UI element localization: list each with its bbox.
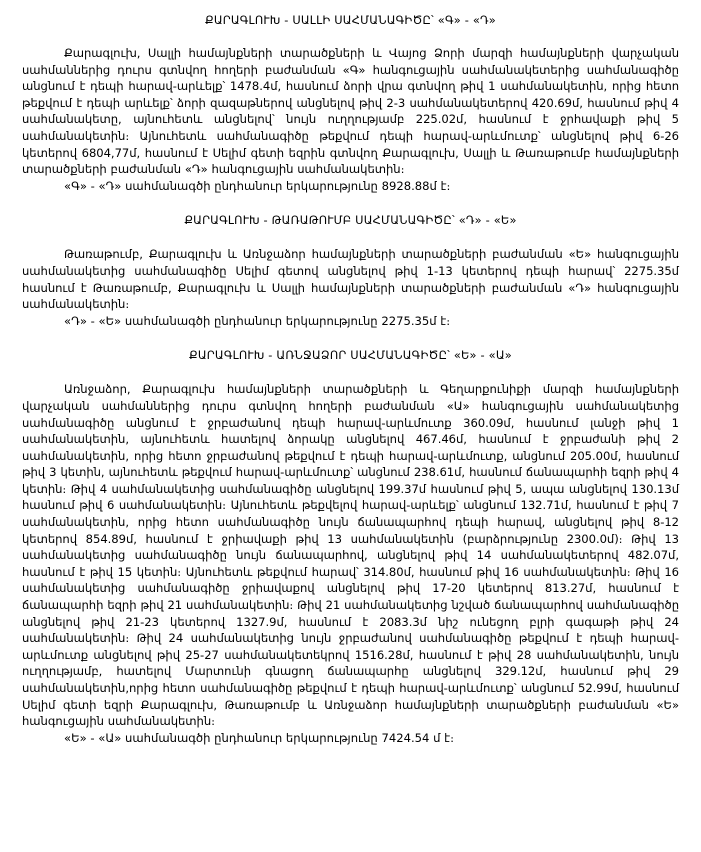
section-summary-1: «Գ» - «Դ» սահմանագծի ընդհանուր երկարությունը 8928.88մ է։ bbox=[64, 178, 451, 193]
section-heading-3: ՔԱՐԱԳԼՈՒԽ - ԱՌՆՋԱՁՈՐ ՍԱՀՄԱՆԱԳԻԾԸ՝ «Ե» - «Ա» bbox=[189, 348, 512, 363]
section-body-1: Քարագլուխ, Սալլի համայնքների տարածքների և Վայոց Ձորի մարզի համայնքների վարչական սահմաններից դուրս գտնվող հողերի բաժանման «Գ» հանգուցային սահմանակետերից սահմանագիծը անցնում է դեպի հարավ-արևելք՝ 1478.4մ, հասնում ձորի վրա գտնվող թիվ 1 սահմանակետին, որից հետո թեքվում է դեպի արևելք՝ ձորի զազաթներով անցնելով թիվ 2-3 սահմանակետերով 420.69մ, հասնում թիվ 4 սահմանակետը, այնուհետև անցնելով՝ նույն ուղղությամբ 225.02մ, հասնում է ջրհավաքի թիվ 5 սահմանակետին։ Այնուհետև սահմանագիծը թեքվում դեպի հարավ-արևմուտք՝ անցնելով թիվ 6-26 կետերով 6804,77մ, հասնում է Սելիմ գետի եզրին գտնվող Քարագլուխ, Սալլի և Թառաթումբ համայնքների տարածքների բաժանման «Դ» հանգուցային սահմանակետին։ bbox=[22, 46, 679, 177]
section-summary-2: «Դ» - «Ե» սահմանագծի ընդհանուր երկարությունը 2275.35մ է։ bbox=[64, 313, 451, 328]
section-body-2: Թառաթումբ, Քարագլուխ և Առնջաձոր համայնքների տարածքների բաժանման «Ե» հանգուցային սահմանակետից սահմանագիծը Սելիմ գետով անցնելով թիվ 1-13 կետերով դեպի հարավ՝ 2275.35մ հասնում է Թառաթումբ, Քարագլուխ և Սալլի համայնքների տարածքների բաժանման «Դ» հանգուցային սահմանակետին։ bbox=[22, 247, 679, 312]
section-body-3: Առնջաձոր, Քարագլուխ համայնքների տարածքների և Գեղարքունիքի մարզի համայնքների վարչական սահմաններից դուրս գտնվող հողերի բաժանման «Ա» հանգուցային սահմանակետից սահմանագիծը անցնում է ջրբաժանով դեպի հարավ-արևմուտք 360.09մ, հասնում լանջի թիվ 1 սահմանակետին, այնուհետև հատելով ձորակը անցնելով 467.46մ, հասնում է ջրբաժանի թիվ 2 սահմանակետին, որից հետո ջրբաժանով թեքվում է դեպի հարավ-արևմուտք, անցնում 205.00մ, հասնում թիվ 3 կետին, այնուհետև թեքվում հարավ-արևմուտք՝ անցնում 238.61մ, հասնում ճանապարհի եզրի թիվ 4 կետին։ Թիվ 4 սահմանակետից սահմանագիծը անցնելով 199.37մ հասնում թիվ 5, ապա անցնելով 130.13մ հասնում թիվ 6 սահմանակետին։ Այնուհետև թեքվելով հարավ-արևելք՝ անցնում 132.71մ, հասնում է թիվ 7 սահմանակետին, որից հետո սահմանագիծը նույն ճանապարհով դեպի հարավ, անցնելով թիվ 8-12 կետերով 854.89մ, հասնում է ջրիավաքի թիվ 13 սահմանակետին (բարձրությունը 2300.0մ)։ Թիվ 13 սահմանակետից սահմանագիծը նույն ճանապարհով, անցնելով թիվ 14 սահմանակետերով 482.07մ, հասնում է թիվ 15 կետին։ Այնուհետև թեքվում հարավ՝ 314.80մ, հասնում թիվ 16 սահմանակետին։ Թիվ 16 սահմանակետից սահմանագիծը ջրիավաքով անցնելով թիվ 17-20 կետերով 813.27մ, հասնում է ճանապարհի եզրի թիվ 21 սահմանակետին։ Թիվ 21 սահմանակետից նշված ճանապարհով սահմանագիծը անցնելով թիվ 21-23 կետերով 1327.9մ, հասնում է 2083.3մ նիշ ունեցող բլրի գագաթի թիվ 24 սահմանակետին։ Թիվ 24 սահմանակետից նույն ջրբաժանով սահմանագիծը թեքվում է դեպի հարավ-արևմուտք անցնելով թիվ 25-27 սահմանակետեկրով 1516.28մ, հասնում է թիվ 28 սահմանակետին, նույն ուղղությամբ, հատելով Մարտունի գնացող ճանապարհը անցնելով 329.12մ, հասնում թիվ 29 սահմանակետին,որից հետո սահմանագիծը թեքվում է դեպի հարավ-արևմուտք՝ անցնում 52.99մ, հասնում Սելիմ գետի եզրի Քարագլուխ, Թառաթումբ և Առնջաձոր համայնքների տարածքների բաժանման «Ե» հանգուցային սահմանակետին։ bbox=[22, 382, 679, 729]
section-summary-3: «Ե» - «Ա» սահմանագծի ընդհանուր երկարությունը 7424.54 մ է։ bbox=[64, 730, 455, 745]
section-heading-1: ՔԱՐԱԳԼՈՒԽ - ՍԱԼԼԻ ՍԱՀՄԱՆԱԳԻԾԸ՝ «Գ» - «Դ» bbox=[205, 13, 496, 27]
section-heading-2: ՔԱՐԱԳԼՈՒԽ - ԹԱՌԱԹՈՒՄԲ ՍԱՀՄԱՆԱԳԻԾԸ՝ «Դ» - «Ե» bbox=[184, 213, 517, 228]
